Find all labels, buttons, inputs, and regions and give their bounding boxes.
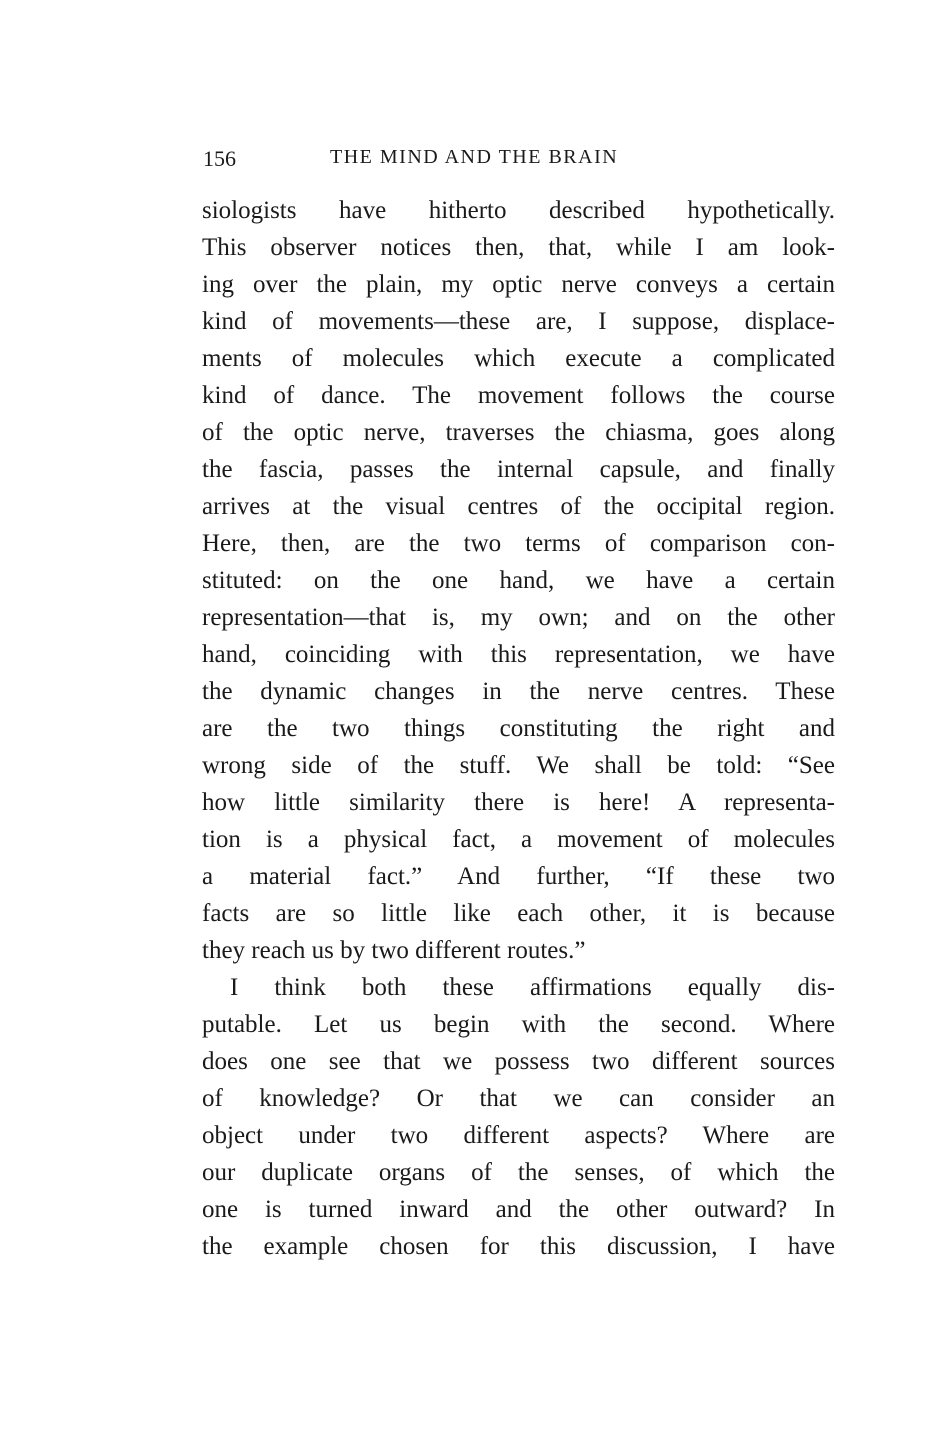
text-line: siologists have hitherto described hypothetically. — [202, 197, 835, 224]
text-line: kind of dance. The movement follows the course — [202, 382, 835, 409]
text-line: ments of molecules which execute a complicated — [202, 345, 835, 372]
text-line: of the optic nerve, traverses the chiasma, goes along — [202, 419, 835, 446]
running-title: THE MIND AND THE BRAIN — [330, 146, 619, 168]
paragraph — [202, 969, 835, 1265]
text-line: how little similarity there is here! A representa- — [202, 789, 835, 816]
text-line: wrong side of the stuff. We shall be told: “See — [202, 752, 835, 779]
text-line: the fascia, passes the internal capsule, and finally — [202, 456, 835, 483]
text-line: facts are so little like each other, it is because — [202, 900, 835, 927]
paragraph — [202, 192, 835, 969]
text-line: does one see that we possess two different sources — [202, 1048, 835, 1075]
text-line: the example chosen for this discussion, I have — [202, 1233, 835, 1260]
text-line: arrives at the visual centres of the occipital region. — [202, 493, 835, 520]
text-line: a material fact.” And further, “If these two — [202, 863, 835, 890]
text-line: Here, then, are the two terms of comparison con- — [202, 530, 835, 557]
text-line: putable. Let us begin with the second. Where — [202, 1011, 835, 1038]
text-line: tion is a physical fact, a movement of molecules — [202, 826, 835, 853]
body-text — [202, 192, 835, 1265]
text-line: are the two things constituting the right and — [202, 715, 835, 742]
text-line: they reach us by two different routes.” — [202, 937, 586, 964]
text-line: This observer notices then, that, while I am look- — [202, 234, 835, 261]
text-line: I think both these affirmations equally dis- — [230, 974, 835, 1001]
text-line: the dynamic changes in the nerve centres. These — [202, 678, 835, 705]
page-number: 156 — [203, 146, 236, 171]
text-line: kind of movements—these are, I suppose, displace- — [202, 308, 835, 335]
text-line: hand, coinciding with this representation, we have — [202, 641, 835, 668]
text-line: our duplicate organs of the senses, of which the — [202, 1159, 835, 1186]
text-line: representation—that is, my own; and on the other — [202, 604, 835, 631]
text-line: one is turned inward and the other outward? In — [202, 1196, 835, 1223]
text-line: object under two different aspects? Where are — [202, 1122, 835, 1149]
text-line: ing over the plain, my optic nerve conveys a certain — [202, 271, 835, 298]
text-line: stituted: on the one hand, we have a certain — [202, 567, 835, 594]
text-line: of knowledge? Or that we can consider an — [202, 1085, 835, 1112]
page-header — [203, 146, 835, 176]
